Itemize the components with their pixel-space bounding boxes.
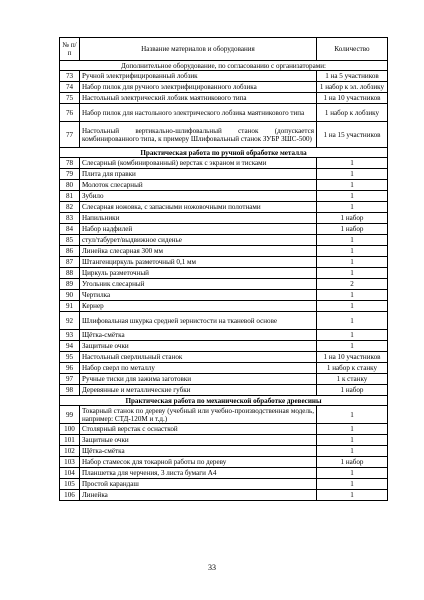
row-number: 97 — [60, 374, 80, 385]
item-name: стул/табурет/выдвижное сиденье — [80, 235, 317, 246]
row-number: 105 — [60, 479, 80, 490]
table-row — [60, 490, 388, 501]
row-number: 94 — [60, 341, 80, 352]
item-name: Штангенциркуль разметочный 0,1 мм — [80, 257, 317, 268]
item-quantity: 1 на 10 участников — [317, 352, 388, 363]
item-quantity: 1 — [317, 330, 388, 341]
item-quantity: 1 — [317, 290, 388, 301]
row-number: 88 — [60, 268, 80, 279]
table-row — [60, 457, 388, 468]
item-name: Ручной электрифицированный лобзик — [80, 71, 317, 82]
row-number: 101 — [60, 435, 80, 446]
table-body — [60, 61, 388, 501]
item-name: Набор надфилей — [80, 224, 317, 235]
item-name: Циркуль разметочный — [80, 268, 317, 279]
table-row — [60, 224, 388, 235]
row-number: 87 — [60, 257, 80, 268]
item-quantity: 1 к станку — [317, 374, 388, 385]
item-quantity: 1 — [317, 202, 388, 213]
row-number: 77 — [60, 122, 80, 148]
item-name: Плита для правки — [80, 169, 317, 180]
item-name: Столярный верстак с оснасткой — [80, 424, 317, 435]
item-quantity: 1 — [317, 490, 388, 501]
item-quantity: 1 — [317, 268, 388, 279]
row-number: 102 — [60, 446, 80, 457]
item-name: Молоток слесарный — [80, 180, 317, 191]
table-row — [60, 93, 388, 104]
table-row — [60, 290, 388, 301]
item-quantity: 1 — [317, 468, 388, 479]
item-quantity: 1 набор — [317, 457, 388, 468]
item-name: Токарный станок по дереву (учебный или учебно-производственная модель, например: СТД-120М и т.д.) — [80, 406, 317, 424]
table-row — [60, 180, 388, 191]
item-quantity: 2 — [317, 279, 388, 290]
item-name: Щётка-смётка — [80, 330, 317, 341]
header-qty: Количество — [317, 38, 388, 61]
section-title: Практическая работа по механической обработке древесины — [60, 396, 388, 406]
table-row — [60, 363, 388, 374]
table-row — [60, 312, 388, 330]
item-name: Набор пилок для ручного электрифицированного лобзика — [80, 82, 317, 93]
item-quantity: 1 на 10 участников — [317, 93, 388, 104]
section-title: Практическая работа по ручной обработке металла — [60, 148, 388, 158]
item-name: Чертилка — [80, 290, 317, 301]
row-number: 104 — [60, 468, 80, 479]
row-number: 76 — [60, 104, 80, 122]
table-row — [60, 268, 388, 279]
row-number: 103 — [60, 457, 80, 468]
item-quantity: 1 — [317, 246, 388, 257]
equipment-table — [59, 37, 388, 501]
row-number: 89 — [60, 279, 80, 290]
item-quantity: 1 — [317, 424, 388, 435]
row-number: 75 — [60, 93, 80, 104]
table-row — [60, 406, 388, 424]
item-quantity: 1 — [317, 312, 388, 330]
section-header-row — [60, 61, 388, 71]
item-name: Простой карандаш — [80, 479, 317, 490]
table-row — [60, 257, 388, 268]
table-header-row — [60, 38, 388, 61]
table-row — [60, 352, 388, 363]
item-name: Настольный вертикально-шлифовальный станок (допускается комбинированного типа, к примеру Шлифовальный станок ЗУБР ЗШС-500) — [80, 122, 317, 148]
item-quantity: 1 на 15 участников — [317, 122, 388, 148]
row-number: 98 — [60, 385, 80, 396]
item-name: Щётка-смётка — [80, 446, 317, 457]
item-quantity: 1 — [317, 341, 388, 352]
item-quantity: 1 — [317, 301, 388, 312]
row-number: 74 — [60, 82, 80, 93]
item-name: Набор сверл по металлу — [80, 363, 317, 374]
row-number: 100 — [60, 424, 80, 435]
item-name: Кернер — [80, 301, 317, 312]
item-name: Защитные очки — [80, 435, 317, 446]
table-row — [60, 435, 388, 446]
item-name: Ручные тиски для зажима заготовки — [80, 374, 317, 385]
item-quantity: 1 — [317, 257, 388, 268]
table-row — [60, 479, 388, 490]
table-row — [60, 446, 388, 457]
row-number: 79 — [60, 169, 80, 180]
row-number: 99 — [60, 406, 80, 424]
table-row — [60, 158, 388, 169]
item-name: Набор пилок для настольного электрического лобзика маятникового типа — [80, 104, 317, 122]
header-name: Название материалов и оборудования — [80, 38, 317, 61]
row-number: 86 — [60, 246, 80, 257]
item-name: Линейка слесарная 300 мм — [80, 246, 317, 257]
section-header-row — [60, 148, 388, 158]
row-number: 85 — [60, 235, 80, 246]
page-number: 33 — [208, 563, 216, 572]
row-number: 73 — [60, 71, 80, 82]
item-name: Слесарный (комбинированный) верстак с экраном и тисками — [80, 158, 317, 169]
item-quantity: 1 набор к эл. лобзику — [317, 82, 388, 93]
row-number: 91 — [60, 301, 80, 312]
row-number: 83 — [60, 213, 80, 224]
item-quantity: 1 на 5 участников — [317, 71, 388, 82]
row-number: 84 — [60, 224, 80, 235]
item-quantity: 1 — [317, 169, 388, 180]
table-row — [60, 374, 388, 385]
row-number: 78 — [60, 158, 80, 169]
item-quantity: 1 — [317, 191, 388, 202]
table-row — [60, 385, 388, 396]
item-name: Зубило — [80, 191, 317, 202]
table-row — [60, 202, 388, 213]
section-header-row — [60, 396, 388, 406]
table-row — [60, 341, 388, 352]
table-row — [60, 169, 388, 180]
item-name: Линейка — [80, 490, 317, 501]
row-number: 96 — [60, 363, 80, 374]
row-number: 81 — [60, 191, 80, 202]
item-name: Настольный сверлильный станок — [80, 352, 317, 363]
item-quantity: 1 — [317, 158, 388, 169]
item-quantity: 1 — [317, 235, 388, 246]
item-name: Планшетка для черчения, 3 листа бумаги А4 — [80, 468, 317, 479]
table-row — [60, 468, 388, 479]
table-row — [60, 82, 388, 93]
header-num: № п/п — [60, 38, 80, 61]
table-row — [60, 279, 388, 290]
item-quantity: 1 — [317, 180, 388, 191]
table-row — [60, 191, 388, 202]
table-row — [60, 246, 388, 257]
item-quantity: 1 набор — [317, 213, 388, 224]
table-row — [60, 424, 388, 435]
row-number: 90 — [60, 290, 80, 301]
table-row — [60, 71, 388, 82]
table-row — [60, 122, 388, 148]
item-quantity: 1 — [317, 406, 388, 424]
item-name: Слесарная ножовка, с запасными ножовочными полотнами — [80, 202, 317, 213]
item-quantity: 1 набор к станку — [317, 363, 388, 374]
row-number: 106 — [60, 490, 80, 501]
table-row — [60, 330, 388, 341]
row-number: 92 — [60, 312, 80, 330]
row-number: 80 — [60, 180, 80, 191]
item-name: Угольник слесарный — [80, 279, 317, 290]
item-name: Защитные очки — [80, 341, 317, 352]
table-row — [60, 235, 388, 246]
item-quantity: 1 — [317, 435, 388, 446]
item-quantity: 1 набор — [317, 224, 388, 235]
table-row — [60, 104, 388, 122]
row-number: 93 — [60, 330, 80, 341]
section-title: Дополнительное оборудование, по согласованию с организаторами: — [60, 61, 388, 71]
item-name: Напильники — [80, 213, 317, 224]
item-quantity: 1 — [317, 446, 388, 457]
item-name: Набор стамесок для токарной работы по дереву — [80, 457, 317, 468]
item-name: Настольный электрический лобзик маятникового типа — [80, 93, 317, 104]
row-number: 82 — [60, 202, 80, 213]
table-row — [60, 213, 388, 224]
table-row — [60, 301, 388, 312]
item-quantity: 1 набор — [317, 385, 388, 396]
item-name: Шлифовальная шкурка средней зернистости на тканевой основе — [80, 312, 317, 330]
row-number: 95 — [60, 352, 80, 363]
item-name: Деревянные и металлические губки — [80, 385, 317, 396]
item-quantity: 1 — [317, 479, 388, 490]
item-quantity: 1 набор к лобзику — [317, 104, 388, 122]
